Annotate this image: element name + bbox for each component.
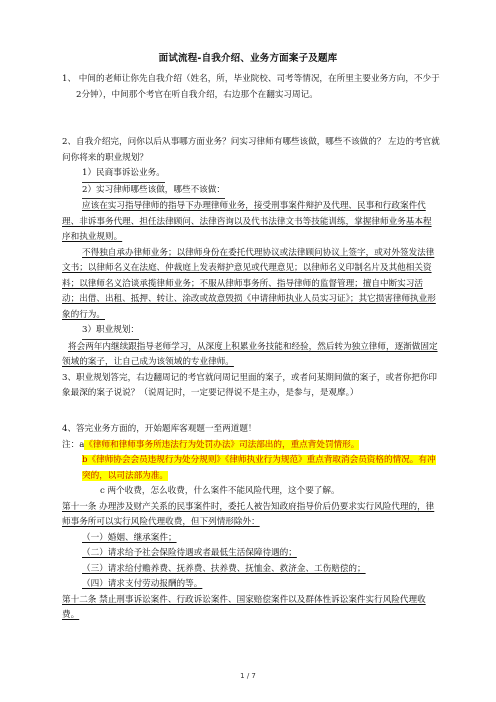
page-total: 7 bbox=[251, 672, 256, 680]
article-12: 第十二条 禁止刑事诉讼案件、行政诉讼案件、国家赔偿案件以及群体性诉讼案件实行风险代理收费。 bbox=[62, 594, 426, 620]
item-2-1: 1）民商事诉讼业务。 bbox=[82, 166, 165, 183]
note-a-label: 注：a bbox=[62, 439, 85, 450]
article-11-item-1: （一）婚姻、继承案件； bbox=[82, 532, 177, 543]
item-1 bbox=[62, 72, 440, 103]
note-c-text: c 两个收费，怎么收费，什么案件不能风险代理，这个要了解。 bbox=[100, 486, 340, 496]
page-number bbox=[0, 672, 496, 680]
article-11-item-2: （二）请求给予社会保险待遇或者最低生活保障待遇的； bbox=[82, 548, 297, 558]
item-2-2: 2）实习律师哪些该做，哪些不该做： bbox=[82, 183, 225, 200]
article-11-item-4: （四）请求支付劳动报酬的等。 bbox=[82, 579, 203, 589]
article-11-item-3: （三）请求给付赡养费、抚养费、扶养费、抚恤金、救济金、工伤赔偿的； bbox=[82, 563, 366, 574]
item-3-text: 3、职业规划答完，右边翻周记的考官就问周记里面的案子，或者问某期间做的案子，或者你把你印象最深的案子说说？（说周记时，一定要记得说不是主办，是参与，是观摩。） bbox=[62, 372, 438, 398]
article-11: 第十一条 办理涉及财产关系的民事案件时，委托人被告知政府指导价后仍要求实行风险代理的，律师事务所可以实行风险代理收费，但下列情形除外： bbox=[62, 501, 435, 527]
item-2-3: 3）职业规划： bbox=[82, 323, 139, 340]
item-2 bbox=[62, 135, 440, 402]
item-2-2-should: 应该在实习指导律师的指导下办理律师业务，接受刑事案件辩护及代理、民事和行政案件代理、非诉事务代理、担任法律顾问、法律咨询以及代书法律文书等技能训练，掌握律师业务基本程序和执业规则。 bbox=[62, 201, 432, 242]
item-1-text: 1、 中间的老师让你先自我介绍（姓名，所，毕业院校、司考等情况，在所里主要业务方向，不少于2分钟），中间那个考官在听自我介绍，右边那个在翻实习周记。 bbox=[62, 74, 440, 100]
page-sep: / bbox=[246, 672, 250, 680]
page-title: 面试流程-自我介绍、业务方面案子及题库 bbox=[158, 53, 338, 64]
page-current: 1 bbox=[240, 672, 245, 680]
item-2-3-plan: 将会两年内继续跟指导老师学习，从深度上积累业务技能和经验，然后转为独立律师，逐渐做固定领域的案子，让自己成为该领域的专业律师。 bbox=[62, 341, 438, 367]
note-a bbox=[62, 438, 440, 454]
item-2-2-should-not: 不得独自承办律师业务；以律师身份在委托代理协议或法律顾问协议上签字，或对外签发法律文书；以律师名义在法庭、仲裁庭上发表辩护意见或代理意见；以律师名义印制名片及其他相关资料；以律师名义洽谈承揽律师业务；不服从律师事务所、指导律师的监督管理；擅自中断实习活动；出借、出租、抵押、转让、涂改或故意毁损《申请律师执业人员实习证》；其它损害律师执业形象的行为。 bbox=[62, 247, 436, 320]
item-4 bbox=[62, 422, 440, 624]
note-b-text: b《律师协会会员违规行为处分规则》《律师执业行为规范》重点背取消会员资格的情况。有冲突的，以司法部为准。 bbox=[82, 455, 436, 481]
item-2-text: 2、自我介绍完，问你以后从事哪方面业务？问实习律师有哪些该做，哪些不该做的？ 左边的考官就问你将来的职业规划？ bbox=[62, 137, 440, 163]
item-4-text: 4、答完业务方面的，开始题库客观题一至两道题！ bbox=[62, 424, 257, 434]
note-a-text: 《律师和律师事务所违法行为处罚办法》司法部出的，重点背处罚情形。 bbox=[84, 439, 360, 450]
